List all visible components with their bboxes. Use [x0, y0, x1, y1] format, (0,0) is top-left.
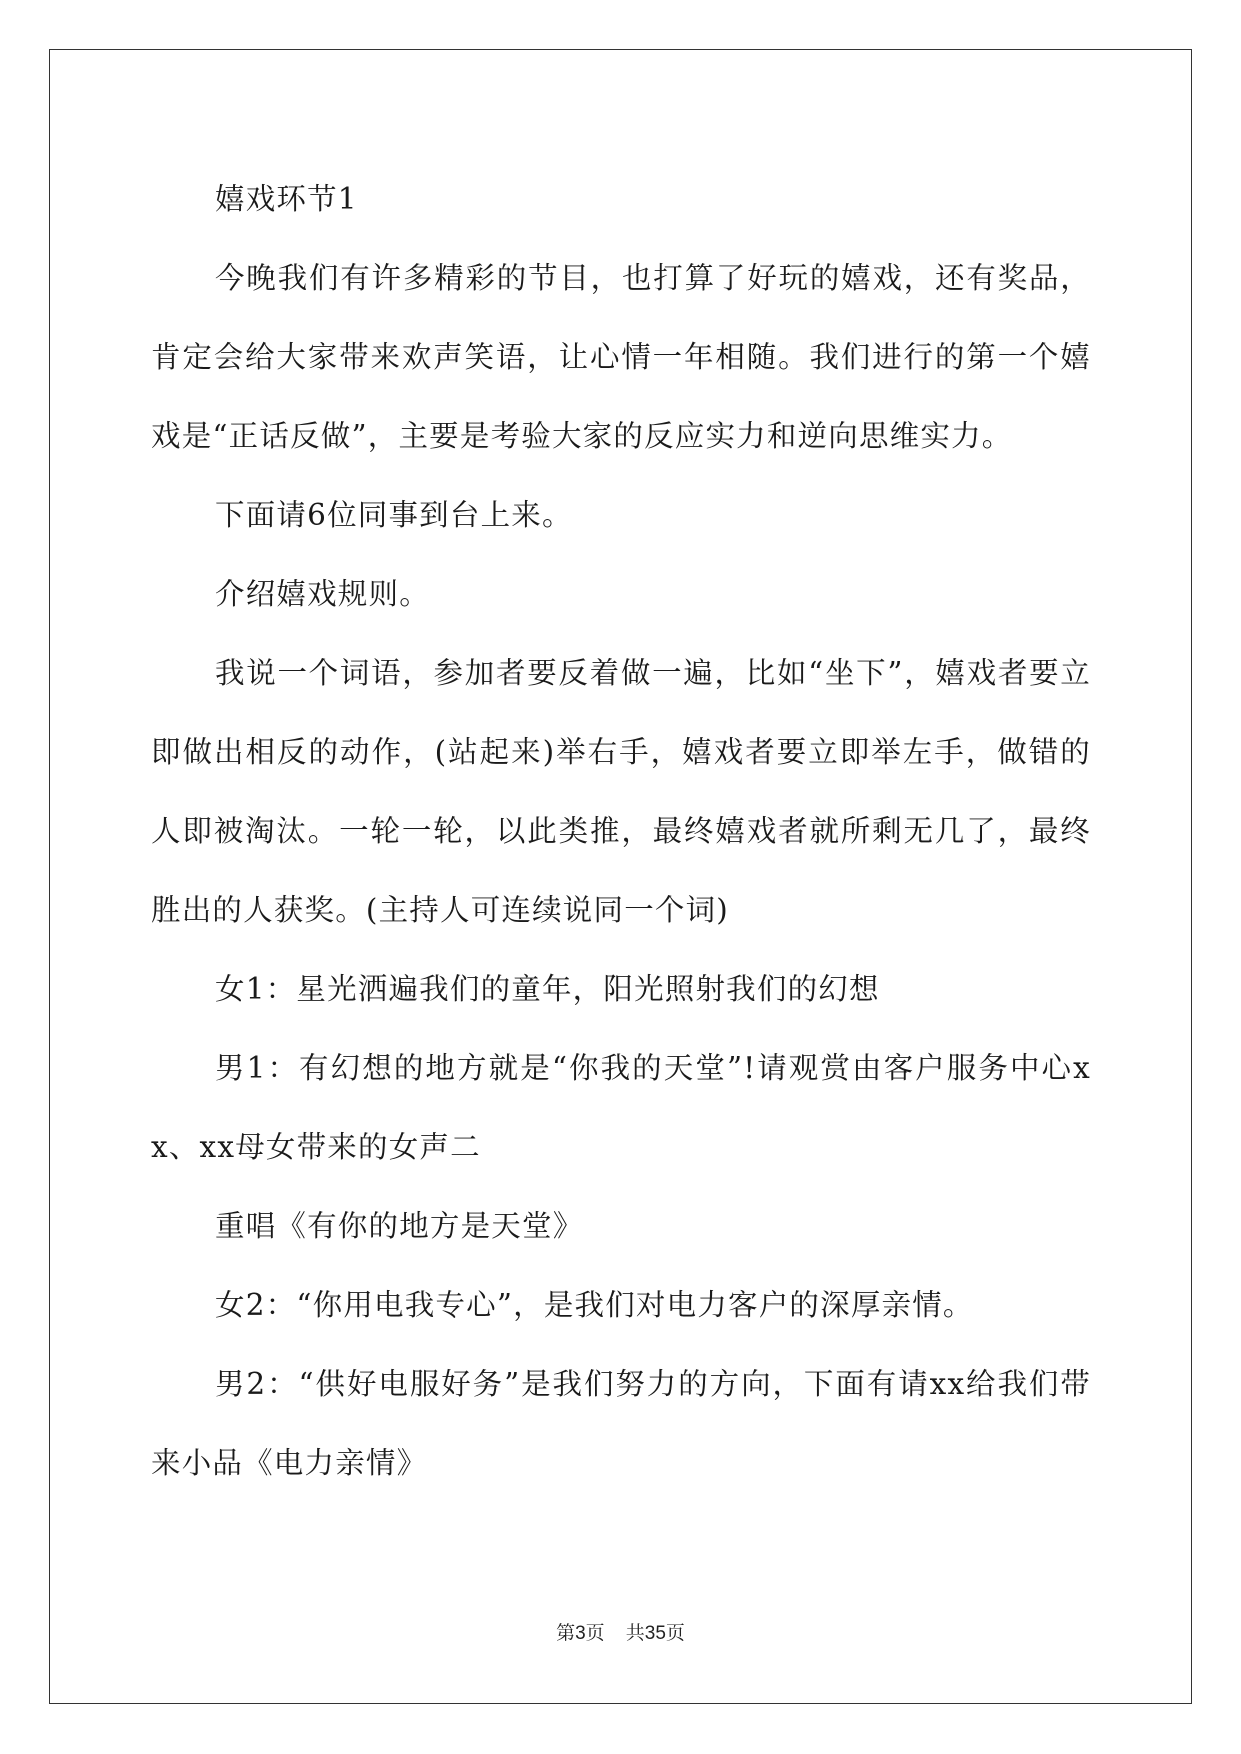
paragraph-rules-title: 介绍嬉戏规则。 — [215, 577, 430, 611]
paragraph-female-2: 女2：“你用电我专心”，是我们对电力客户的深厚亲情。 — [215, 1288, 974, 1322]
page-total: 共35页 — [625, 1623, 685, 1644]
section-heading: 嬉戏环节1 — [215, 182, 358, 216]
document-body — [151, 160, 1091, 1503]
paragraph-song: 重唱《有你的地方是天堂》 — [215, 1209, 584, 1243]
paragraph-male-2: 男2：“供好电服好务”是我们努力的方向，下面有请xx给我们带来小品《电力亲情》 — [151, 1367, 1091, 1480]
paragraph-intro: 今晚我们有许多精彩的节目，也打算了好玩的嬉戏，还有奖品，肯定会给大家带来欢声笑语，让心情一年相随。我们进行的第一个嬉戏是“正话反做”，主要是考验大家的反应实力和逆向思维实力。 — [151, 261, 1091, 453]
paragraph-rules: 我说一个词语，参加者要反着做一遍，比如“坐下”，嬉戏者要立即做出相反的动作，(站起来)举右手，嬉戏者要立即举左手，做错的人即被淘汰。一轮一轮，以此类推，最终嬉戏者就所剩无几了，最终胜出的人获奖。(主持人可连续说同一个词) — [151, 656, 1091, 927]
page-footer — [0, 1618, 1241, 1645]
paragraph-female-1: 女1：星光洒遍我们的童年，阳光照射我们的幻想 — [215, 972, 880, 1006]
paragraph-male-1: 男1：有幻想的地方就是“你我的天堂”!请观赏由客户服务中心xx、xx母女带来的女声二 — [151, 1051, 1091, 1164]
page-number: 第3页 — [556, 1623, 605, 1644]
paragraph-invite: 下面请6位同事到台上来。 — [215, 498, 573, 532]
